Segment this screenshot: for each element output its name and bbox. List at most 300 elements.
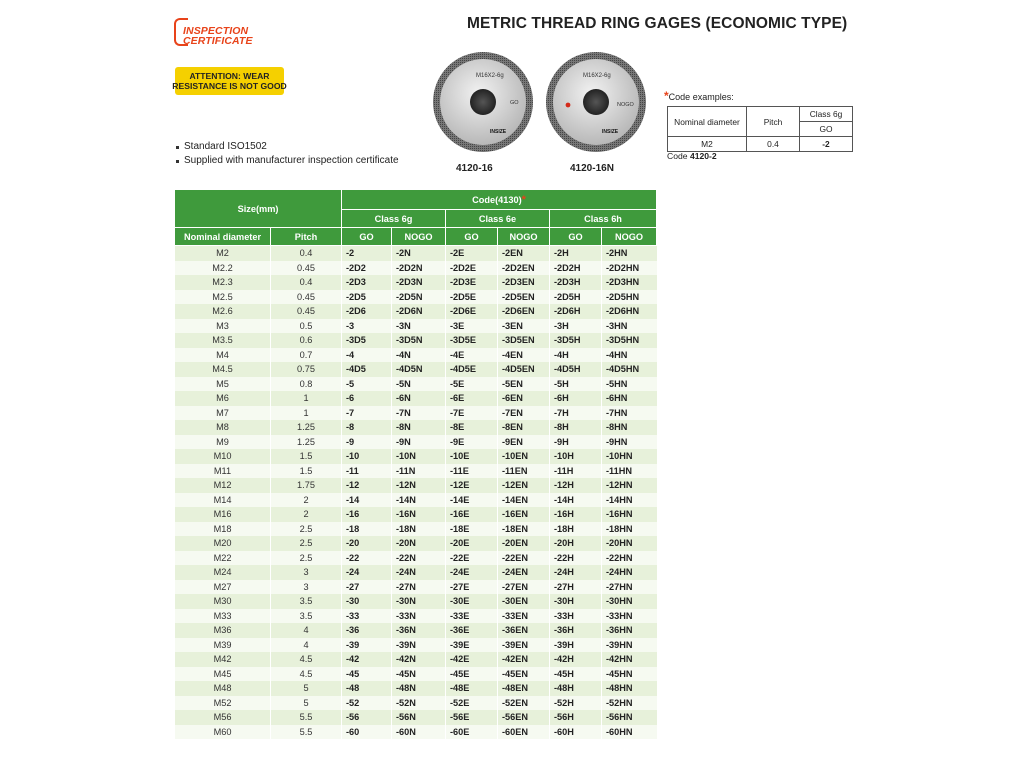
cell-6h-go: -18H [550, 522, 602, 537]
nogo-red-dot [566, 103, 571, 108]
cell-6g-go: -7 [342, 406, 392, 421]
cell-6e-nogo: -56EN [498, 710, 550, 725]
cell-6h-nogo: -16HN [602, 507, 657, 522]
cell-pitch: 0.6 [271, 333, 342, 348]
cell-6e-go: -2D5E [446, 290, 498, 305]
cell-6g-go: -48 [342, 681, 392, 696]
cell-6e-nogo: -20EN [498, 536, 550, 551]
cell-6g-nogo: -45N [392, 667, 446, 682]
cell-pitch: 2.5 [271, 536, 342, 551]
code-header [342, 190, 657, 210]
cell-pitch: 0.4 [271, 246, 342, 261]
cell-6g-nogo: -10N [392, 449, 446, 464]
cell-pitch: 0.45 [271, 290, 342, 305]
cell-6h-go: -8H [550, 420, 602, 435]
cell-6g-nogo: -7N [392, 406, 446, 421]
cell-6g-go: -2D3 [342, 275, 392, 290]
cell-6e-go: -27E [446, 580, 498, 595]
ex-cell-go: -2 [800, 137, 853, 152]
cell-pitch: 1.25 [271, 420, 342, 435]
cell-6g-nogo: -12N [392, 478, 446, 493]
ex-cell-nominal: M2 [668, 137, 747, 152]
cell-6h-go: -16H [550, 507, 602, 522]
cell-nominal: M5 [175, 377, 271, 392]
cell-nominal: M33 [175, 609, 271, 624]
cell-nominal: M45 [175, 667, 271, 682]
cell-6e-nogo: -60EN [498, 725, 550, 740]
brand-mark: INSIZE [490, 129, 507, 135]
cell-6h-go: -27H [550, 580, 602, 595]
cell-6g-go: -12 [342, 478, 392, 493]
cell-6h-go: -20H [550, 536, 602, 551]
cell-6e-go: -10E [446, 449, 498, 464]
cell-6e-go: -8E [446, 420, 498, 435]
cell-6h-nogo: -3HN [602, 319, 657, 334]
cell-6e-nogo: -4D5EN [498, 362, 550, 377]
cell-6h-nogo: -5HN [602, 377, 657, 392]
cell-6e-go: -4E [446, 348, 498, 363]
go-ring-gage [433, 52, 533, 152]
nogo-header: NOGO [392, 228, 446, 246]
cell-pitch: 5.5 [271, 710, 342, 725]
cell-6e-go: -9E [446, 435, 498, 450]
cell-6g-go: -39 [342, 638, 392, 653]
cell-6h-go: -5H [550, 377, 602, 392]
cell-pitch: 3.5 [271, 594, 342, 609]
cell-6e-nogo: -48EN [498, 681, 550, 696]
cell-6e-nogo: -10EN [498, 449, 550, 464]
cell-nominal: M20 [175, 536, 271, 551]
cell-6g-go: -2D6 [342, 304, 392, 319]
cell-6h-nogo: -2D3HN [602, 275, 657, 290]
cell-6g-nogo: -11N [392, 464, 446, 479]
cell-6h-nogo: -4D5HN [602, 362, 657, 377]
cell-6h-go: -36H [550, 623, 602, 638]
cell-nominal: M6 [175, 391, 271, 406]
cell-6h-nogo: -42HN [602, 652, 657, 667]
cell-pitch: 3 [271, 565, 342, 580]
cell-nominal: M36 [175, 623, 271, 638]
cell-6g-go: -2D2 [342, 261, 392, 276]
cell-6g-nogo: -16N [392, 507, 446, 522]
table-row [175, 652, 657, 667]
cell-pitch: 1.75 [271, 478, 342, 493]
cell-6h-go: -7H [550, 406, 602, 421]
feature-text: Standard ISO1502 [184, 141, 267, 152]
cell-6g-nogo: -27N [392, 580, 446, 595]
class-6h-header: Class 6h [550, 210, 657, 228]
cell-6h-nogo: -30HN [602, 594, 657, 609]
cell-6e-go: -42E [446, 652, 498, 667]
nogo-face-text: M16X2-6g [583, 73, 611, 79]
cell-6e-nogo: -5EN [498, 377, 550, 392]
cell-6g-go: -14 [342, 493, 392, 508]
go-header: GO [550, 228, 602, 246]
cell-pitch: 1 [271, 391, 342, 406]
attention-text: ATTENTION: WEAR RESISTANCE IS NOT GOOD [172, 70, 287, 91]
cell-6e-go: -5E [446, 377, 498, 392]
cell-6g-nogo: -36N [392, 623, 446, 638]
class-6g-header: Class 6g [342, 210, 446, 228]
table-row [175, 493, 657, 508]
cell-nominal: M4.5 [175, 362, 271, 377]
inspection-certificate-logo [174, 18, 270, 50]
table-row [175, 348, 657, 363]
table-row [175, 565, 657, 580]
asterisk-icon: * [521, 193, 526, 206]
cell-6h-nogo: -11HN [602, 464, 657, 479]
cell-6e-go: -12E [446, 478, 498, 493]
cell-6g-nogo: -4D5N [392, 362, 446, 377]
cell-6e-go: -16E [446, 507, 498, 522]
cell-6h-nogo: -36HN [602, 623, 657, 638]
cell-6h-nogo: -12HN [602, 478, 657, 493]
table-row [175, 623, 657, 638]
cell-6e-go: -24E [446, 565, 498, 580]
cell-6g-go: -2 [342, 246, 392, 261]
ring-gage-images [420, 52, 650, 158]
cell-pitch: 0.4 [271, 275, 342, 290]
table-row [175, 449, 657, 464]
cell-pitch: 1.5 [271, 464, 342, 479]
nominal-diameter-header: Nominal diameter [175, 228, 271, 246]
cell-nominal: M3 [175, 319, 271, 334]
go-header: GO [446, 228, 498, 246]
cell-6g-nogo: -4N [392, 348, 446, 363]
cell-6e-go: -2E [446, 246, 498, 261]
cell-6h-go: -3H [550, 319, 602, 334]
feature-item [176, 154, 399, 168]
table-row [175, 246, 657, 261]
cell-pitch: 5.5 [271, 725, 342, 740]
table-row [175, 377, 657, 392]
cell-pitch: 0.5 [271, 319, 342, 334]
cell-6e-nogo: -11EN [498, 464, 550, 479]
table-row [175, 319, 657, 334]
cell-6h-go: -3D5H [550, 333, 602, 348]
code-examples-label: Code examples: [668, 92, 734, 102]
cell-nominal: M2.6 [175, 304, 271, 319]
ex-header-go: GO [800, 122, 853, 137]
nogo-ring-gage [546, 52, 646, 152]
cell-6e-go: -18E [446, 522, 498, 537]
cell-6g-nogo: -56N [392, 710, 446, 725]
cell-6h-go: -39H [550, 638, 602, 653]
cell-6h-go: -24H [550, 565, 602, 580]
cell-6e-go: -52E [446, 696, 498, 711]
cell-6g-go: -3D5 [342, 333, 392, 348]
cell-6g-nogo: -39N [392, 638, 446, 653]
cell-6g-go: -16 [342, 507, 392, 522]
cell-6g-go: -4D5 [342, 362, 392, 377]
cell-6g-nogo: -2N [392, 246, 446, 261]
cell-6e-nogo: -42EN [498, 652, 550, 667]
table-row [175, 406, 657, 421]
cell-6e-nogo: -30EN [498, 594, 550, 609]
cell-nominal: M42 [175, 652, 271, 667]
cell-6g-nogo: -9N [392, 435, 446, 450]
cell-6e-nogo: -3EN [498, 319, 550, 334]
cell-pitch: 0.7 [271, 348, 342, 363]
cell-6h-nogo: -7HN [602, 406, 657, 421]
cell-6e-go: -14E [446, 493, 498, 508]
cell-6g-nogo: -20N [392, 536, 446, 551]
cell-6e-go: -39E [446, 638, 498, 653]
cell-pitch: 2.5 [271, 522, 342, 537]
nogo-header: NOGO [602, 228, 657, 246]
cell-6g-go: -33 [342, 609, 392, 624]
table-row [175, 478, 657, 493]
cell-6g-go: -6 [342, 391, 392, 406]
table-row [175, 435, 657, 450]
table-row [175, 536, 657, 551]
cell-6g-nogo: -3N [392, 319, 446, 334]
cell-6g-nogo: -33N [392, 609, 446, 624]
cell-6h-nogo: -2D2HN [602, 261, 657, 276]
cell-6g-go: -56 [342, 710, 392, 725]
cell-6e-nogo: -22EN [498, 551, 550, 566]
cell-6g-nogo: -3D5N [392, 333, 446, 348]
bullet-icon [176, 146, 179, 149]
cell-6e-go: -45E [446, 667, 498, 682]
cell-6e-go: -56E [446, 710, 498, 725]
table-row [175, 551, 657, 566]
size-header: Size(mm) [175, 190, 342, 228]
cell-pitch: 5 [271, 681, 342, 696]
cell-pitch: 4.5 [271, 667, 342, 682]
feature-item [176, 140, 399, 154]
cell-6e-nogo: -27EN [498, 580, 550, 595]
cell-6h-go: -2D5H [550, 290, 602, 305]
table-row [175, 261, 657, 276]
table-row [175, 333, 657, 348]
cell-6g-go: -10 [342, 449, 392, 464]
cell-nominal: M8 [175, 420, 271, 435]
cell-pitch: 0.45 [271, 304, 342, 319]
code-value: 4120-2 [689, 151, 717, 161]
cell-6e-nogo: -39EN [498, 638, 550, 653]
cell-6h-nogo: -52HN [602, 696, 657, 711]
table-row [175, 507, 657, 522]
cell-6h-nogo: -2D6HN [602, 304, 657, 319]
cell-6e-nogo: -8EN [498, 420, 550, 435]
cell-6e-go: -20E [446, 536, 498, 551]
cell-6h-go: -14H [550, 493, 602, 508]
code-example-table [667, 106, 853, 152]
table-row [175, 464, 657, 479]
table-row [175, 710, 657, 725]
cell-6g-nogo: -6N [392, 391, 446, 406]
cell-6e-nogo: -6EN [498, 391, 550, 406]
cell-6e-nogo: -7EN [498, 406, 550, 421]
table-row [175, 725, 657, 740]
cell-6e-go: -11E [446, 464, 498, 479]
cell-6e-nogo: -2EN [498, 246, 550, 261]
cell-6h-go: -2H [550, 246, 602, 261]
table-row [175, 391, 657, 406]
nogo-side-text: NOGO [617, 102, 634, 108]
cell-nominal: M2.5 [175, 290, 271, 305]
table-row [175, 304, 657, 319]
cell-nominal: M9 [175, 435, 271, 450]
cell-6g-nogo: -52N [392, 696, 446, 711]
cell-nominal: M11 [175, 464, 271, 479]
cell-6e-nogo: -45EN [498, 667, 550, 682]
cell-6h-go: -22H [550, 551, 602, 566]
cell-6e-go: -2D2E [446, 261, 498, 276]
cell-6e-go: -2D3E [446, 275, 498, 290]
cell-6g-go: -4 [342, 348, 392, 363]
cell-6e-nogo: -2D3EN [498, 275, 550, 290]
cell-6e-go: -3E [446, 319, 498, 334]
cell-6h-nogo: -22HN [602, 551, 657, 566]
ex-header-class: Class 6g [800, 107, 853, 122]
cell-pitch: 0.75 [271, 362, 342, 377]
cell-6g-go: -24 [342, 565, 392, 580]
cell-6h-nogo: -2D5HN [602, 290, 657, 305]
cell-6g-go: -18 [342, 522, 392, 537]
brand-mark: INSIZE [602, 129, 619, 135]
cell-6e-go: -60E [446, 725, 498, 740]
class-6e-header: Class 6e [446, 210, 550, 228]
table-row [175, 667, 657, 682]
cell-6h-go: -48H [550, 681, 602, 696]
cell-6h-go: -4H [550, 348, 602, 363]
cell-6h-nogo: -56HN [602, 710, 657, 725]
table-row [175, 594, 657, 609]
code-example-line [667, 151, 717, 161]
cell-6e-nogo: -2D5EN [498, 290, 550, 305]
cell-6h-go: -2D6H [550, 304, 602, 319]
table-row [175, 696, 657, 711]
cell-6e-go: -2D6E [446, 304, 498, 319]
cell-6e-nogo: -16EN [498, 507, 550, 522]
table-row [175, 681, 657, 696]
pitch-header: Pitch [271, 228, 342, 246]
cell-6h-go: -45H [550, 667, 602, 682]
cell-6h-go: -12H [550, 478, 602, 493]
cell-6e-nogo: -3D5EN [498, 333, 550, 348]
cell-6e-go: -22E [446, 551, 498, 566]
cell-6g-nogo: -22N [392, 551, 446, 566]
cell-6h-go: -11H [550, 464, 602, 479]
cell-nominal: M30 [175, 594, 271, 609]
code-examples-title [664, 89, 734, 103]
gage-label-nogo: 4120-16N [570, 163, 614, 174]
cell-6g-nogo: -8N [392, 420, 446, 435]
cell-6h-go: -6H [550, 391, 602, 406]
cell-6e-nogo: -33EN [498, 609, 550, 624]
logo-text: INSPECTION CERTIFICATE [183, 25, 253, 47]
cell-pitch: 1 [271, 406, 342, 421]
cell-6g-go: -30 [342, 594, 392, 609]
cell-nominal: M2.2 [175, 261, 271, 276]
cell-6g-nogo: -60N [392, 725, 446, 740]
code-header-text: Code(4130) [472, 194, 522, 205]
cell-nominal: M7 [175, 406, 271, 421]
cell-nominal: M27 [175, 580, 271, 595]
cell-6e-nogo: -52EN [498, 696, 550, 711]
ex-header-nominal: Nominal diameter [668, 107, 747, 137]
cell-6e-nogo: -12EN [498, 478, 550, 493]
cell-pitch: 3.5 [271, 609, 342, 624]
cell-6h-nogo: -33HN [602, 609, 657, 624]
cell-6h-nogo: -3D5HN [602, 333, 657, 348]
cell-6e-nogo: -36EN [498, 623, 550, 638]
table-row [175, 420, 657, 435]
cell-6h-go: -4D5H [550, 362, 602, 377]
cell-6h-nogo: -39HN [602, 638, 657, 653]
table-row [175, 275, 657, 290]
cell-6e-nogo: -4EN [498, 348, 550, 363]
cell-nominal: M22 [175, 551, 271, 566]
cell-pitch: 0.45 [271, 261, 342, 276]
cell-6g-go: -8 [342, 420, 392, 435]
cell-pitch: 4 [271, 638, 342, 653]
cell-6g-go: -3 [342, 319, 392, 334]
cell-6h-go: -10H [550, 449, 602, 464]
cell-6h-go: -52H [550, 696, 602, 711]
cell-6g-nogo: -2D3N [392, 275, 446, 290]
cell-nominal: M3.5 [175, 333, 271, 348]
cell-nominal: M2 [175, 246, 271, 261]
cell-nominal: M2.3 [175, 275, 271, 290]
bullet-icon [176, 160, 179, 163]
cell-6g-nogo: -14N [392, 493, 446, 508]
cell-nominal: M10 [175, 449, 271, 464]
cell-6h-nogo: -9HN [602, 435, 657, 450]
nogo-header: NOGO [498, 228, 550, 246]
cell-6g-nogo: -2D5N [392, 290, 446, 305]
cell-6e-nogo: -2D2EN [498, 261, 550, 276]
cell-6h-nogo: -2HN [602, 246, 657, 261]
cell-6e-go: -33E [446, 609, 498, 624]
cell-6h-nogo: -20HN [602, 536, 657, 551]
go-side-text: GO [510, 100, 519, 106]
go-header: GO [342, 228, 392, 246]
cell-6e-go: -30E [446, 594, 498, 609]
cell-pitch: 5 [271, 696, 342, 711]
cell-6e-go: -6E [446, 391, 498, 406]
thread-gage-table [174, 189, 657, 739]
cell-6h-go: -56H [550, 710, 602, 725]
cell-nominal: M4 [175, 348, 271, 363]
cell-6g-go: -27 [342, 580, 392, 595]
table-body [175, 246, 657, 740]
table-row [175, 638, 657, 653]
cell-pitch: 3 [271, 580, 342, 595]
cell-nominal: M16 [175, 507, 271, 522]
cell-6g-go: -11 [342, 464, 392, 479]
cell-6e-go: -3D5E [446, 333, 498, 348]
feature-text: Supplied with manufacturer inspection certificate [184, 155, 399, 166]
asterisk-icon: * [664, 89, 669, 103]
cell-6e-go: -4D5E [446, 362, 498, 377]
table-row [175, 362, 657, 377]
cell-6h-go: -2D2H [550, 261, 602, 276]
page-title: METRIC THREAD RING GAGES (ECONOMIC TYPE) [467, 15, 848, 32]
table-row [175, 609, 657, 624]
cell-6h-nogo: -60HN [602, 725, 657, 740]
cell-6g-go: -9 [342, 435, 392, 450]
cell-6h-go: -2D3H [550, 275, 602, 290]
cell-pitch: 2 [271, 507, 342, 522]
cell-nominal: M12 [175, 478, 271, 493]
cell-6g-go: -52 [342, 696, 392, 711]
cell-6g-nogo: -42N [392, 652, 446, 667]
cell-6h-nogo: -48HN [602, 681, 657, 696]
ex-cell-pitch: 0.4 [747, 137, 800, 152]
